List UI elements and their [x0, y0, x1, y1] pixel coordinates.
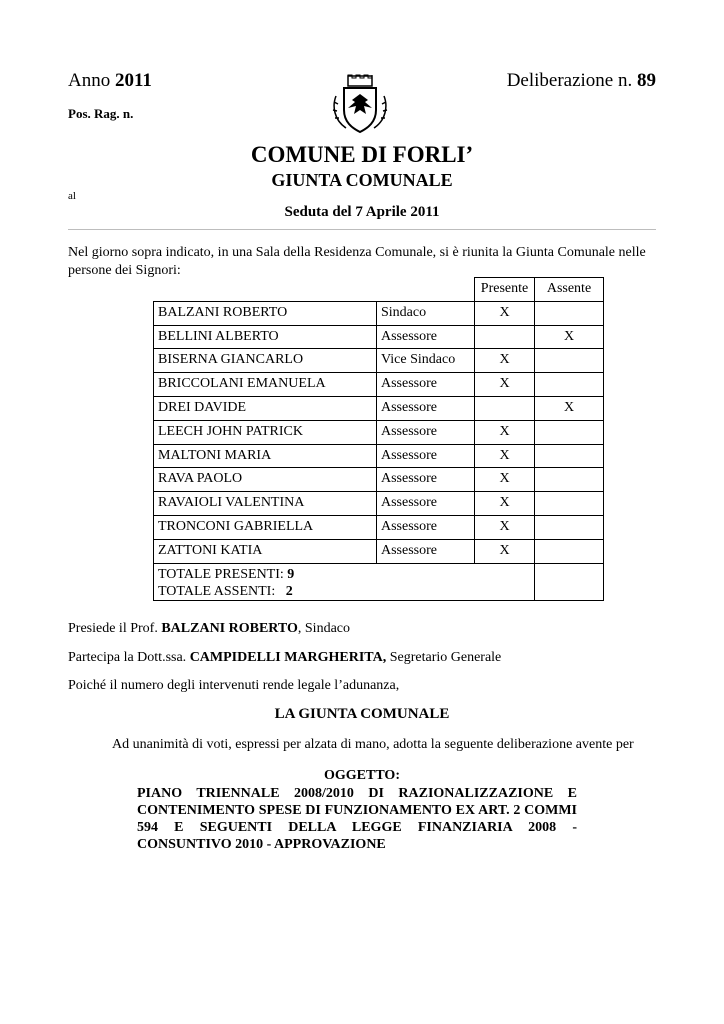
assente-mark	[535, 515, 604, 539]
presente-mark: X	[475, 539, 535, 563]
attendance-row	[154, 349, 604, 373]
pos-rag: Pos. Rag. n.	[68, 106, 134, 121]
header-divider	[68, 229, 656, 230]
totals-cell	[154, 563, 535, 600]
member-role: Assessore	[377, 492, 475, 516]
giunta-subtitle: GIUNTA COMUNALE	[271, 170, 453, 190]
partecipa-name: CAMPIDELLI MARGHERITA,	[189, 650, 387, 665]
member-name: BELLINI ALBERTO	[154, 325, 377, 349]
totale-assenti-label: TOTALE ASSENTI:	[158, 583, 276, 599]
attendance-row	[154, 539, 604, 563]
attendance-row	[154, 373, 604, 397]
member-role: Vice Sindaco	[377, 349, 475, 373]
member-role: Assessore	[377, 420, 475, 444]
attendance-row	[154, 396, 604, 420]
partecipa-prefix: Partecipa la Dott.ssa.	[68, 650, 187, 665]
attendance-table	[153, 277, 604, 601]
member-role: Assessore	[377, 325, 475, 349]
totale-assenti-value: 2	[285, 583, 293, 599]
attendance-row	[154, 468, 604, 492]
attendance-row	[154, 301, 604, 325]
assente-mark: X	[535, 396, 604, 420]
presente-mark: X	[475, 444, 535, 468]
member-role: Assessore	[377, 373, 475, 397]
presente-mark: X	[475, 301, 535, 325]
presiede-prefix: Presiede il Prof.	[68, 621, 158, 636]
deliberazione	[507, 70, 656, 92]
member-name: RAVAIOLI VALENTINA	[154, 492, 377, 516]
assente-mark	[535, 349, 604, 373]
presiede-line	[68, 621, 350, 637]
totale-presenti-value: 9	[287, 566, 295, 582]
member-role: Assessore	[377, 539, 475, 563]
assente-mark	[535, 420, 604, 444]
poiche-line: Poiché il numero degli intervenuti rende legale l’adunanza,	[68, 678, 400, 693]
coat-of-arms-icon	[330, 74, 390, 136]
totals-row	[154, 563, 604, 600]
attendance-row	[154, 444, 604, 468]
partecipa-suffix: Segretario Generale	[386, 650, 502, 665]
presente-mark: X	[475, 349, 535, 373]
presiede-suffix: , Sindaco	[297, 621, 350, 636]
attendance-row	[154, 492, 604, 516]
attendance-row	[154, 325, 604, 349]
member-name: MALTONI MARIA	[154, 444, 377, 468]
assente-mark	[535, 444, 604, 468]
anno	[68, 70, 152, 92]
totals-empty-cell	[535, 563, 604, 600]
la-giunta-heading: LA GIUNTA COMUNALE	[274, 706, 450, 722]
partecipa-line	[68, 650, 501, 666]
attendance-row	[154, 420, 604, 444]
col-assente: Assente	[535, 278, 604, 302]
oggetto-label: OGGETTO:	[324, 768, 400, 783]
deliberazione-label: Deliberazione n.	[506, 70, 633, 91]
member-name: LEECH JOHN PATRICK	[154, 420, 377, 444]
presente-mark: X	[475, 373, 535, 397]
assente-mark	[535, 492, 604, 516]
anno-label: Anno	[68, 70, 111, 91]
member-name: RAVA PAOLO	[154, 468, 377, 492]
al-label: al	[68, 190, 76, 202]
presente-mark	[475, 325, 535, 349]
col-presente: Presente	[475, 278, 535, 302]
presente-mark	[475, 396, 535, 420]
assente-mark: X	[535, 325, 604, 349]
presiede-name: BALZANI ROBERTO	[161, 621, 298, 636]
anno-value: 2011	[114, 70, 152, 91]
member-role: Sindaco	[377, 301, 475, 325]
assente-mark	[535, 373, 604, 397]
totale-presenti-label: TOTALE PRESENTI:	[158, 566, 284, 582]
seduta-date: Seduta del 7 Aprile 2011	[284, 204, 440, 220]
presente-mark: X	[475, 515, 535, 539]
member-name: BRICCOLANI EMANUELA	[154, 373, 377, 397]
oggetto-text: PIANO TRIENNALE 2008/2010 DI RAZIONALIZZAZIONE E CONTENIMENTO SPESE DI FUNZIONAMENTO EX ART. 2 COMMI 594 E SEGUENTI DELLA LEGGE FINANZIARIA 2008 - CONSUNTIVO 2010 - APPROVAZIONE	[137, 786, 577, 852]
assente-mark	[535, 539, 604, 563]
member-role: Assessore	[377, 468, 475, 492]
deliberazione-number: 89	[637, 70, 656, 91]
assente-mark	[535, 468, 604, 492]
member-name: BISERNA GIANCARLO	[154, 349, 377, 373]
presente-mark: X	[475, 468, 535, 492]
presente-mark: X	[475, 420, 535, 444]
member-role: Assessore	[377, 396, 475, 420]
member-role: Assessore	[377, 444, 475, 468]
presente-mark: X	[475, 492, 535, 516]
member-role: Assessore	[377, 515, 475, 539]
member-name: ZATTONI KATIA	[154, 539, 377, 563]
attendance-header-row	[154, 278, 604, 302]
intro-text: Nel giorno sopra indicato, in una Sala della Residenza Comunale, si è riunita la Giunta Comunale nelle persone dei Signori:	[68, 245, 646, 278]
member-name: TRONCONI GABRIELLA	[154, 515, 377, 539]
member-name: BALZANI ROBERTO	[154, 301, 377, 325]
comune-title: COMUNE DI FORLI’	[250, 142, 474, 167]
assente-mark	[535, 301, 604, 325]
member-name: DREI DAVIDE	[154, 396, 377, 420]
unanimita-text: Ad unanimità di voti, espressi per alzata di mano, adotta la seguente deliberazione avente per	[112, 737, 634, 752]
attendance-row	[154, 515, 604, 539]
